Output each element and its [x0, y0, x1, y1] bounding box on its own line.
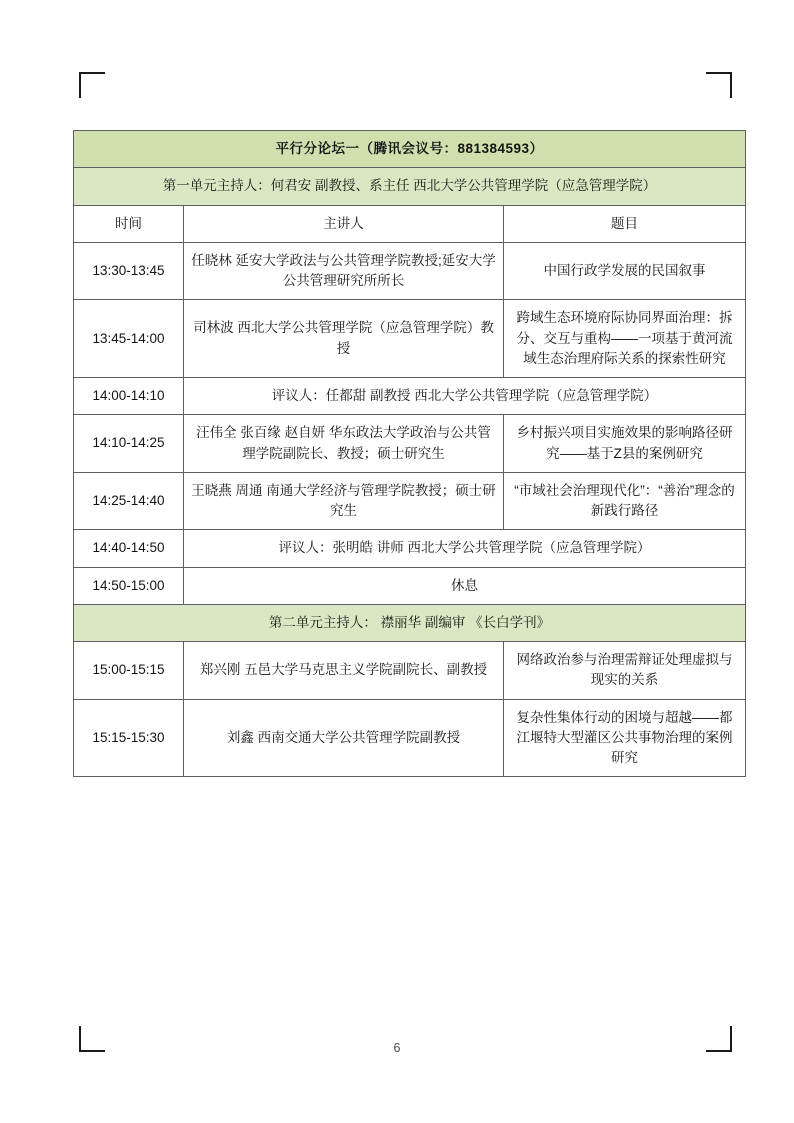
crop-mark-top-left: [79, 72, 105, 98]
row-time: 15:15-15:30: [74, 699, 184, 777]
row-time: 13:30-13:45: [74, 242, 184, 300]
row-topic: 网络政治参与治理需辩证处理虚拟与现实的关系: [504, 642, 746, 700]
row-commentator: 评议人：张明皓 讲师 西北大学公共管理学院（应急管理学院）: [184, 530, 746, 567]
table-row: [74, 472, 746, 530]
table-header-row: [74, 205, 746, 242]
row-speaker: 汪伟全 张百缘 赵自妍 华东政法大学政治与公共管理学院副院长、教授；硕士研究生: [184, 415, 504, 473]
session-host-2: 第二单元主持人： 襟丽华 副编审 《长白学刊》: [74, 604, 746, 641]
page-number: 6: [393, 1041, 401, 1055]
row-time: 14:50-15:00: [74, 567, 184, 604]
row-speaker: 王晓燕 周通 南通大学经济与管理学院教授；硕士研究生: [184, 472, 504, 530]
row-time: 14:10-14:25: [74, 415, 184, 473]
column-header-time: 时间: [74, 205, 184, 242]
row-time: 15:00-15:15: [74, 642, 184, 700]
column-header-speaker: 主讲人: [184, 205, 504, 242]
crop-mark-top-right: [706, 72, 732, 98]
table-row-break: [74, 567, 746, 604]
row-speaker: 刘鑫 西南交通大学公共管理学院副教授: [184, 699, 504, 777]
agenda-page: [73, 130, 745, 777]
row-topic: 乡村振兴项目实施效果的影响路径研究——基于Z县的案例研究: [504, 415, 746, 473]
row-speaker: 任晓林 延安大学政法与公共管理学院教授;延安大学公共管理研究所所长: [184, 242, 504, 300]
session-host-row-2: [74, 604, 746, 641]
table-row: [74, 642, 746, 700]
session-host-1: 第一单元主持人：何君安 副教授、系主任 西北大学公共管理学院（应急管理学院）: [74, 168, 746, 205]
forum-title: 平行分论坛一（腾讯会议号：881384593）: [74, 131, 746, 168]
row-speaker: 司林波 西北大学公共管理学院（应急管理学院）教授: [184, 300, 504, 378]
row-topic: 复杂性集体行动的困境与超越——都江堰特大型灌区公共事物治理的案例研究: [504, 699, 746, 777]
session-host-row-1: [74, 168, 746, 205]
column-header-topic: 题目: [504, 205, 746, 242]
row-time: 14:00-14:10: [74, 378, 184, 415]
agenda-table: [73, 130, 746, 777]
row-commentator: 评议人：任都甜 副教授 西北大学公共管理学院（应急管理学院）: [184, 378, 746, 415]
row-time: 14:40-14:50: [74, 530, 184, 567]
table-row: [74, 415, 746, 473]
row-time: 13:45-14:00: [74, 300, 184, 378]
row-topic: 跨域生态环境府际协同界面治理：拆分、交互与重构——一项基于黄河流域生态治理府际关系的探索性研究: [504, 300, 746, 378]
row-topic: “市域社会治理现代化”：“善治”理念的新践行路径: [504, 472, 746, 530]
table-row: [74, 242, 746, 300]
table-row: [74, 699, 746, 777]
table-row-commentator: [74, 530, 746, 567]
table-row: [74, 300, 746, 378]
row-break-label: 休息: [184, 567, 746, 604]
row-time: 14:25-14:40: [74, 472, 184, 530]
forum-title-row: [74, 131, 746, 168]
row-topic: 中国行政学发展的民国叙事: [504, 242, 746, 300]
table-row-commentator: [74, 378, 746, 415]
row-speaker: 郑兴刚 五邑大学马克思主义学院副院长、副教授: [184, 642, 504, 700]
